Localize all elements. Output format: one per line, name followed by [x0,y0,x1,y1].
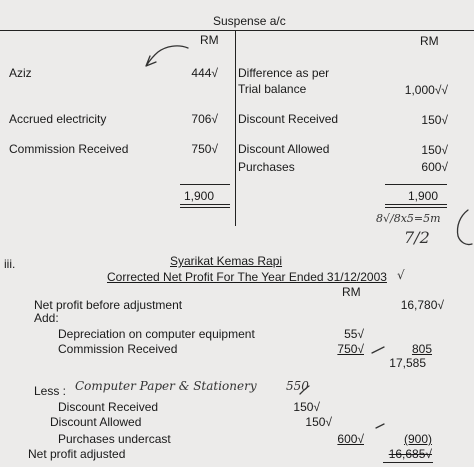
rm-left-header: RM [200,33,219,47]
left-total-rule-double [180,207,230,208]
add-item-label: Commission Received [58,342,178,356]
less-item-amount: 600√ [337,432,364,446]
right-total-rule-double [385,207,447,208]
marking-score: 7/2 [404,228,430,247]
left-entry-label: Accrued electricity [9,112,107,126]
handwritten-less-amount: 550 [286,379,309,393]
add-item-amount: 750√ [337,342,364,356]
left-entry-amount: 444√ [191,66,218,80]
left-entry-label: Aziz [9,66,32,80]
company-name: Syarikat Kemas Rapi [170,254,283,268]
ledger-top-rule [0,30,474,31]
npa-label: Net profit adjusted [28,447,126,461]
left-entry-amount: 750√ [191,142,218,156]
add-item-label: Depreciation on computer equipment [58,327,255,341]
right-total-rule-top [385,184,447,185]
left-entry-label: Commission Received [9,142,129,156]
handwritten-less-item: Computer Paper & Stationery [75,379,257,393]
add-total: 805 [411,342,432,356]
rm-column-header: RM [342,285,361,299]
less-item-label: Discount Received [58,400,159,414]
less-item-label: Purchases undercast [58,432,171,446]
right-entry-label: Difference as per [238,66,330,80]
less-item-amount: 150√ [293,400,320,414]
statement-heading: Corrected Net Profit For The Year Ended 31/12/2003 [107,270,387,284]
right-entry-label: Purchases [238,160,295,174]
less-label: Less : [34,384,67,398]
heading-tick: √ [397,268,405,282]
right-total: 1,900 [408,189,439,203]
left-entry-amount: 706√ [191,112,218,126]
npba-amount: 16,780√ [400,298,444,312]
npa-rule [383,462,433,463]
npba-label: Net profit before adjustment [34,298,183,312]
right-entry-amount: 150√ [421,143,448,157]
right-entry-amount: 1,000√√ [404,83,448,97]
npa-amount: 16,685√ [388,447,432,461]
ledger-title: Suspense a/c [213,14,286,28]
right-entry-label-line2: Trial balance [238,82,307,96]
section-label: iii. [4,257,16,271]
less-item-amount: 150√ [305,415,332,429]
subtotal: 17,585 [389,356,426,370]
add-label: Add: [34,311,59,325]
less-total: (900) [403,432,432,446]
marking-note: 8√/8x5=5m [376,212,441,225]
right-entry-label: Discount Received [238,112,339,126]
left-total-rule-top [180,184,230,185]
add-item-amount: 55√ [344,327,364,341]
left-total: 1,900 [184,189,215,203]
right-entry-label: Discount Allowed [238,142,330,156]
right-entry-amount: 150√ [421,113,448,127]
margin-bracket [457,210,472,245]
right-total-rule-bottom [385,204,447,205]
tick-mark [376,424,384,428]
right-entry-amount: 600√ [421,160,448,174]
arrow-mark [146,46,188,66]
less-item-label: Discount Allowed [50,415,142,429]
left-total-rule-bottom [180,204,230,205]
rm-right-header: RM [420,34,439,48]
ledger-center-rule [235,30,236,226]
